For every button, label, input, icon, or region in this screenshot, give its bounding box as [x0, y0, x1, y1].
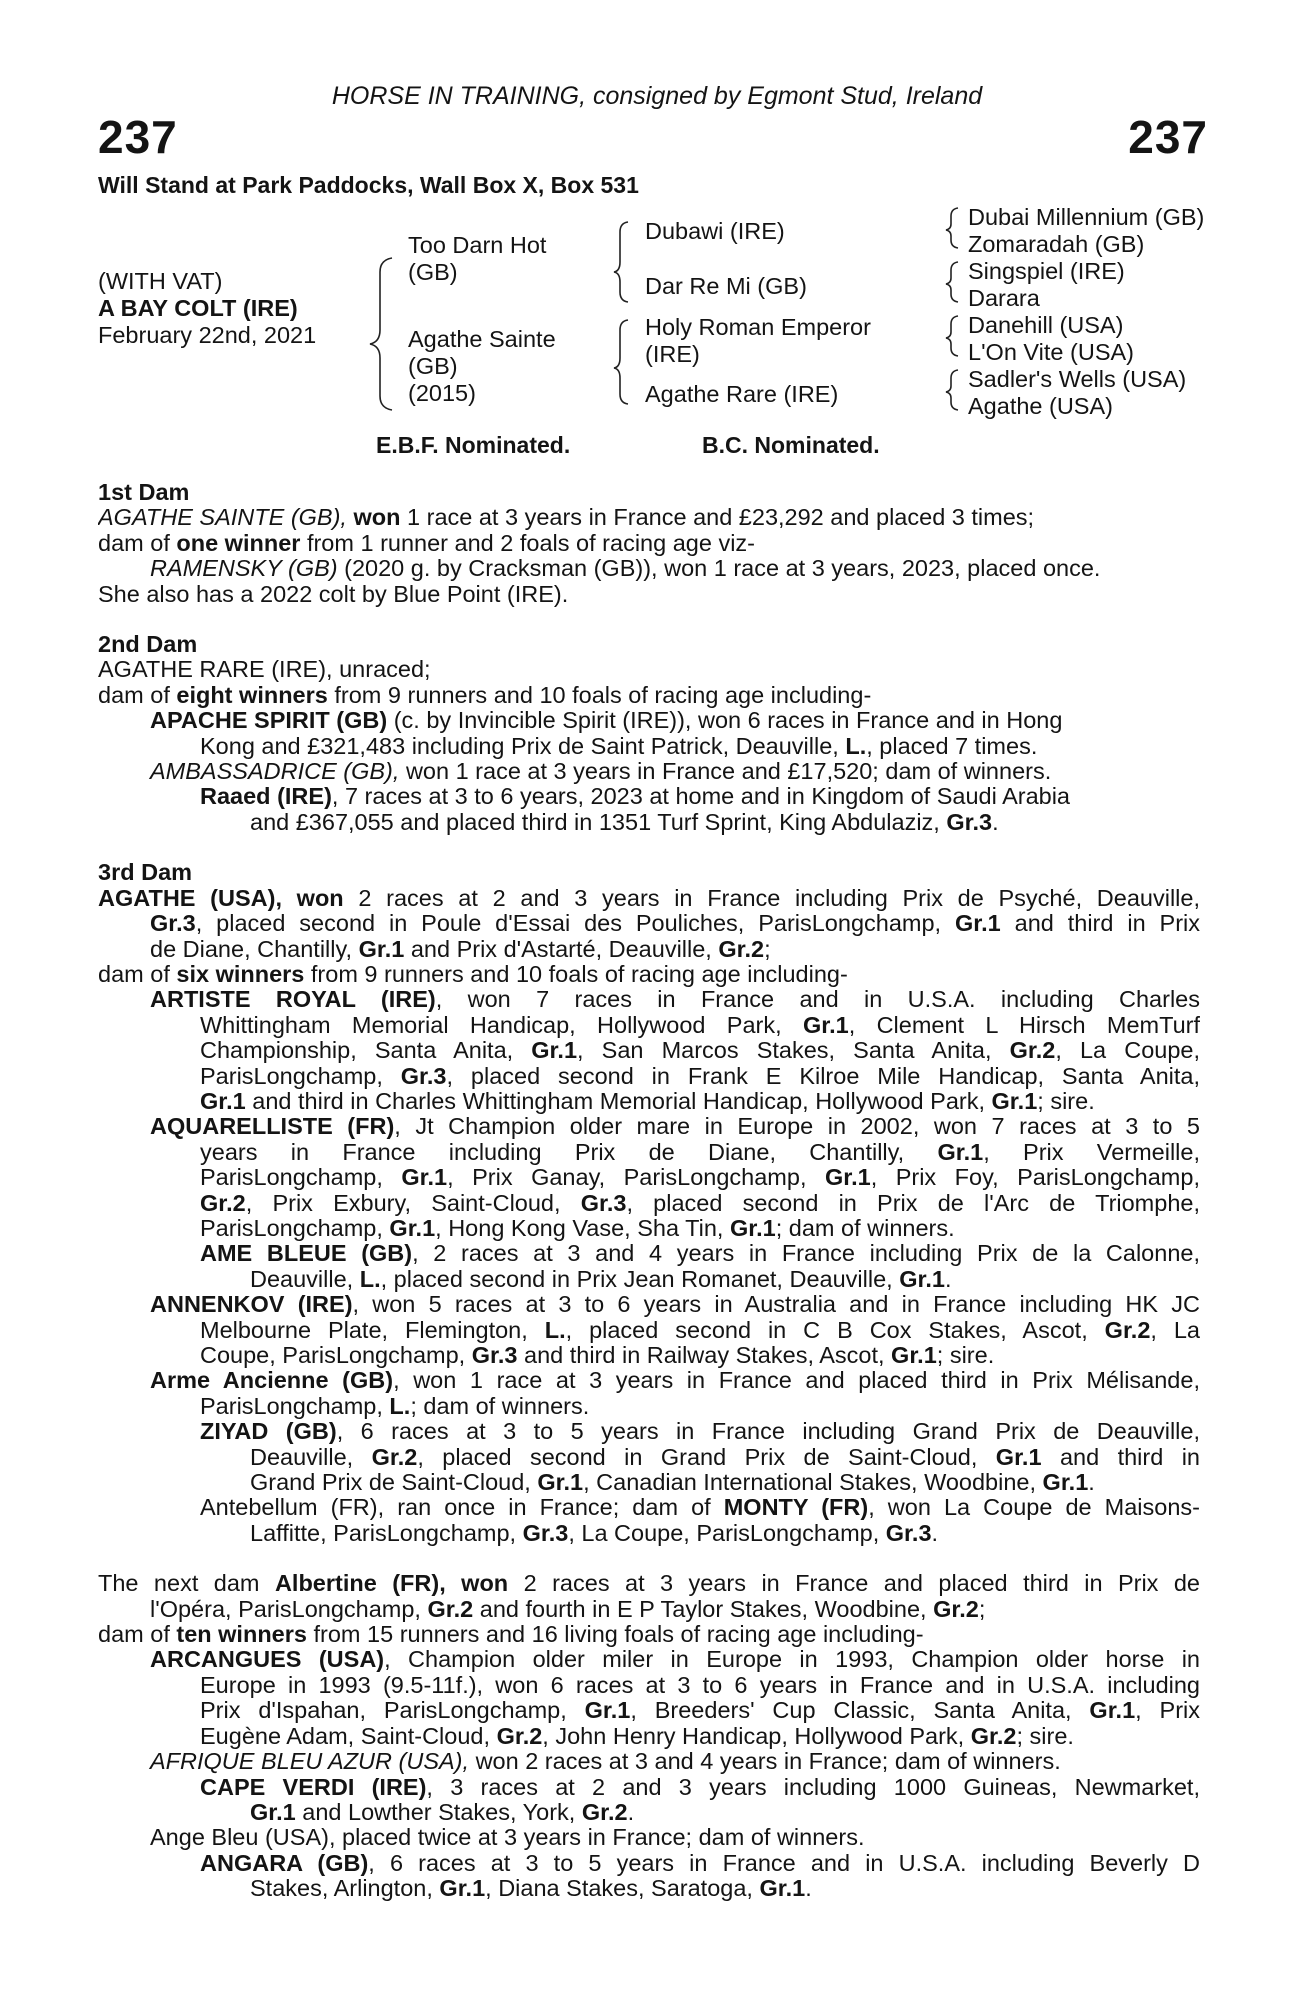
produce-raaed-cont	[98, 810, 1200, 835]
produce-aquarelliste	[98, 1114, 1200, 1139]
pedigree-g8: Agathe (USA)	[968, 393, 1113, 419]
grade-badge: Gr.2	[970, 1723, 1017, 1749]
text: ParisLongchamp,	[200, 1215, 383, 1241]
horse-name-aquarelliste: AQUARELLISTE (FR)	[150, 1114, 395, 1140]
horse-name-arme-ancienne: Arme Ancienne (GB)	[150, 1368, 394, 1394]
grade-badge: Gr.1	[824, 1165, 871, 1191]
pedigree-g5: Danehill (USA)	[968, 312, 1124, 338]
text: , Prix Vermeille,	[983, 1139, 1200, 1165]
stand-location: Will Stand at Park Paddocks, Wall Box X, Box 531	[98, 172, 639, 198]
third-dam-line-2	[98, 911, 1200, 936]
third-dam-produce-summary	[98, 962, 1200, 987]
grade-badge: Gr.1	[1042, 1470, 1089, 1496]
text: , Prix	[1135, 1698, 1200, 1724]
pedigree-g3: Singspiel (IRE)	[968, 258, 1125, 284]
text: (2020 g. by Cracksman (GB)), won 1 race at 3 years, 2023, placed once.	[344, 556, 1101, 582]
grade-badge: Gr.3	[400, 1063, 447, 1089]
produce-annenkov-3	[98, 1343, 1200, 1368]
bracket-g-sire-sire	[946, 208, 958, 248]
produce-ame-bleue-2	[98, 1267, 1200, 1292]
pedigree-sire	[408, 232, 546, 286]
text: from 9 runners and 10 foals of racing age including-	[310, 961, 848, 987]
grade-badge: Gr.2	[371, 1444, 418, 1470]
third-dam-name: AGATHE (USA), won	[98, 885, 344, 911]
pedigree-g2: Zomaradah (GB)	[968, 231, 1145, 257]
grade-badge: Gr.1	[401, 1165, 448, 1191]
text: Stakes, Arlington,	[250, 1876, 433, 1902]
horse-name-ramensky: RAMENSKY (GB)	[150, 556, 338, 582]
grade-badge: Gr.1	[954, 911, 1001, 937]
pedigree-dam	[408, 326, 556, 407]
produce-aquarelliste-2	[98, 1140, 1200, 1165]
text: , Prix Foy, ParisLongchamp,	[870, 1165, 1200, 1191]
text: , placed second in C B Cox Stakes, Ascot,	[565, 1317, 1088, 1343]
next-dam-line-2	[98, 1597, 1200, 1622]
third-dam-line-3	[98, 937, 1200, 962]
grade-badge: Gr.1	[389, 1215, 436, 1241]
dam-name: Agathe Sainte	[408, 326, 556, 352]
bracket-g-dam-sire	[946, 316, 958, 356]
horse-name-ame-bleue: AME BLEUE (GB)	[200, 1241, 413, 1267]
grade-badge: Gr.2	[581, 1799, 628, 1825]
grade-badge: Gr.1	[358, 936, 405, 962]
grade-badge: Gr.1	[200, 1088, 246, 1114]
pedigree-g7: Sadler's Wells (USA)	[968, 366, 1187, 392]
produce-artiste-royal-4	[98, 1064, 1200, 1089]
horse-name-afrique-bleu-azur: AFRIQUE BLEU AZUR (USA),	[150, 1749, 470, 1775]
foaling-date: February 22nd, 2021	[98, 322, 317, 348]
winners-count: six winners	[176, 961, 305, 987]
grade-badge: Gr.3	[150, 911, 196, 937]
produce-arcangues	[98, 1647, 1200, 1672]
text: from 1 runner and 2 foals of racing age viz-	[306, 530, 755, 556]
sire-country: (GB)	[408, 259, 458, 286]
text: ; sire.	[936, 1343, 995, 1368]
pedigree-g4: Darara	[968, 285, 1040, 311]
text: , San Marcos Stakes, Santa Anita,	[577, 1038, 992, 1064]
text: , 3 races at 2 and 3 years including 1000 Guineas, Newmarket,	[426, 1774, 1200, 1800]
text: , won La Coupe de Maisons-	[868, 1495, 1200, 1521]
text: , La Coupe, ParisLongchamp,	[568, 1520, 880, 1546]
text: , 7 races at 3 to 6 years, 2023 at home and in Kingdom of Saudi Arabia	[331, 784, 1070, 810]
text: Prix d'Ispahan, ParisLongchamp,	[200, 1698, 567, 1724]
pedigree-dam-dam: Agathe Rare (IRE)	[645, 381, 839, 407]
produce-ziyad	[98, 1419, 1200, 1444]
text: .	[1088, 1470, 1095, 1496]
text: , Breeders' Cup Classic, Santa Anita,	[630, 1698, 1072, 1724]
produce-antebellum-2	[98, 1521, 1200, 1546]
grade-badge: Gr.2	[1009, 1038, 1056, 1064]
produce-aquarelliste-5	[98, 1216, 1200, 1241]
grade-badge: Gr.2	[933, 1596, 979, 1622]
text: and Prix d'Astarté, Deauville,	[410, 936, 712, 962]
produce-artiste-royal-5	[98, 1089, 1200, 1114]
grade-badge: Gr.1	[759, 1876, 806, 1902]
text: , placed 7 times.	[866, 733, 1038, 759]
text: l'Opéra, ParisLongchamp,	[150, 1596, 421, 1622]
dam-year: (2015)	[408, 380, 476, 407]
produce-ziyad-3	[98, 1470, 1200, 1495]
text: , won 7 races in France and in U.S.A. including Charles	[435, 987, 1200, 1013]
text: , 6 races at 3 to 5 years in France including Grand Prix de Deauville,	[336, 1419, 1200, 1445]
produce-annenkov	[98, 1292, 1200, 1317]
text: ParisLongchamp,	[200, 1393, 383, 1419]
dam-sire-country: (IRE)	[645, 341, 700, 368]
third-dam-title: 3rd Dam	[98, 859, 193, 886]
text: de Diane, Chantilly,	[150, 936, 353, 962]
text: , won 5 races at 3 to 6 years in Australia and in France including HK JC	[352, 1292, 1200, 1318]
grade-badge: L.	[389, 1393, 411, 1419]
grade-badge: Gr.1	[729, 1215, 776, 1241]
text: Championship, Santa Anita,	[200, 1038, 514, 1064]
produce-artiste-royal-2	[98, 1013, 1200, 1038]
grade-badge: Gr.1	[531, 1038, 578, 1064]
bracket-sire	[614, 222, 628, 302]
grade-badge: Gr.1	[584, 1698, 631, 1724]
grade-badge: Gr.3	[471, 1343, 518, 1368]
produce-ambassadrice	[98, 759, 1200, 784]
text: , Prix Ganay, ParisLongchamp,	[447, 1165, 807, 1191]
text: , John Henry Handicap, Hollywood Park,	[542, 1723, 965, 1749]
text: ; dam of winners.	[410, 1393, 590, 1419]
first-dam-name: AGATHE SAINTE (GB),	[98, 505, 347, 531]
first-dam-title: 1st Dam	[98, 479, 190, 505]
text: ; sire.	[1016, 1723, 1074, 1749]
produce-cape-verdi-2	[98, 1800, 1200, 1825]
grade-badge: Gr.1	[537, 1470, 584, 1496]
horse-name-ziyad: ZIYAD (GB)	[200, 1419, 337, 1445]
text: , Canadian International Stakes, Woodbine,	[583, 1470, 1037, 1496]
horse-name-cape-verdi: CAPE VERDI (IRE)	[200, 1774, 427, 1800]
pedigree-sire-dam: Dar Re Mi (GB)	[645, 273, 807, 299]
dam-country: (GB)	[408, 353, 458, 380]
text: Eugène Adam, Saint-Cloud,	[200, 1723, 491, 1749]
produce-ziyad-2	[98, 1445, 1200, 1470]
pedigree-dam-sire	[645, 314, 871, 368]
text: Whittingham Memorial Handicap, Hollywood Park,	[200, 1012, 782, 1038]
catalogue-body	[98, 480, 1200, 1902]
produce-ramensky	[98, 556, 1200, 581]
text: and third in Charles Whittingham Memorial Handicap, Hollywood Park,	[252, 1088, 985, 1114]
produce-antebellum	[98, 1495, 1200, 1520]
first-dam-other-produce: She also has a 2022 colt by Blue Point (IRE).	[98, 581, 569, 607]
next-dam-name: Albertine (FR), won	[274, 1571, 509, 1597]
grade-badge: L.	[544, 1317, 566, 1343]
bc-nomination: B.C. Nominated.	[702, 432, 880, 458]
text: dam of	[98, 1622, 170, 1648]
grade-badge: Gr.3	[580, 1190, 627, 1216]
text: ; dam of winners.	[775, 1215, 955, 1241]
grade-badge: L.	[845, 733, 867, 759]
produce-raaed	[98, 784, 1200, 809]
text: , placed second in Poule d'Essai des Pouliches, ParisLongchamp,	[195, 911, 942, 937]
grade-badge: Gr.1	[899, 1266, 945, 1292]
bracket-dam	[614, 320, 628, 404]
text: Antebellum (FR), ran once in France; dam of	[200, 1495, 711, 1521]
text: years in France including Prix de Diane, Chantilly,	[200, 1139, 905, 1165]
text: Laffitte, ParisLongchamp,	[250, 1520, 517, 1546]
vat-note: (WITH VAT)	[98, 268, 223, 294]
produce-apache-spirit	[98, 708, 1200, 733]
text: and fourth in E P Taylor Stakes, Woodbine,	[479, 1596, 927, 1622]
text: , won 1 race at 3 years in France and placed third in Prix Mélisande,	[393, 1368, 1200, 1394]
text: .	[627, 1799, 635, 1825]
produce-afrique-bleu-azur	[98, 1749, 1200, 1774]
text: .	[805, 1876, 812, 1902]
horse-name-apache-spirit: APACHE SPIRIT (GB)	[150, 708, 388, 734]
text: and Lowther Stakes, York,	[302, 1799, 576, 1825]
text: , La	[1150, 1317, 1200, 1343]
produce-arme-ancienne	[98, 1368, 1200, 1393]
grade-badge: Gr.3	[522, 1520, 569, 1546]
text: Deauville,	[250, 1444, 354, 1470]
produce-aquarelliste-3	[98, 1165, 1200, 1190]
grade-badge: L.	[359, 1266, 381, 1292]
grade-badge: Gr.2	[496, 1723, 543, 1749]
pedigree-sire-sire: Dubawi (IRE)	[645, 218, 785, 244]
dam-sire-name: Holy Roman Emperor	[645, 314, 871, 340]
produce-angara-2	[98, 1876, 1200, 1901]
text: ;	[764, 936, 771, 962]
horse-name-raaed: Raaed (IRE)	[200, 784, 332, 810]
winners-count: ten winners	[176, 1622, 307, 1648]
pedigree-g1: Dubai Millennium (GB)	[968, 204, 1205, 230]
grade-badge: Gr.2	[427, 1596, 474, 1622]
text: ;	[978, 1596, 986, 1622]
text: (c. by Invincible Spirit (IRE)), won 6 races in France and in Hong	[393, 708, 1063, 734]
grade-badge: Gr.1	[991, 1088, 1038, 1114]
produce-arcangues-4	[98, 1724, 1200, 1749]
grade-badge: Gr.1	[802, 1012, 849, 1038]
grade-badge: Gr.1	[891, 1343, 937, 1368]
consignment-header: HORSE IN TRAINING, consigned by Egmont Stud, Ireland	[331, 82, 983, 110]
produce-ange-bleu: Ange Bleu (USA), placed twice at 3 years in France; dam of winners.	[150, 1825, 865, 1851]
next-dam-produce-summary	[98, 1622, 1200, 1647]
horse-name-arcangues: ARCANGUES (USA)	[150, 1647, 385, 1673]
second-dam-line: AGATHE RARE (IRE), unraced;	[98, 657, 431, 683]
lot-number-left: 237	[98, 111, 178, 163]
horse-name-angara: ANGARA (GB)	[200, 1850, 369, 1876]
grade-badge: Gr.3	[885, 1520, 932, 1546]
horse-name-monty: MONTY (FR)	[723, 1495, 869, 1521]
third-dam-line	[98, 886, 1200, 911]
horse-name-ambassadrice: AMBASSADRICE (GB),	[150, 759, 400, 785]
produce-artiste-royal-3	[98, 1038, 1200, 1063]
produce-artiste-royal	[98, 987, 1200, 1012]
grade-badge: Gr.2	[718, 936, 765, 962]
bracket-g-sire-dam	[946, 262, 958, 302]
text: , placed second in Frank E Kilroe Mile Handicap, Santa Anita,	[446, 1063, 1200, 1089]
text: dam of	[98, 682, 170, 708]
produce-angara	[98, 1851, 1200, 1876]
text: , Hong Kong Vase, Sha Tin,	[435, 1215, 724, 1241]
text: dam of	[98, 961, 170, 987]
text: , Diana Stakes, Saratoga,	[485, 1876, 753, 1902]
text: dam of	[98, 530, 170, 556]
second-dam-title: 2nd Dam	[98, 631, 198, 658]
text: Coupe, ParisLongchamp,	[200, 1343, 466, 1368]
text: and £367,055 and placed third in 1351 Turf Sprint, King Abdulaziz,	[250, 809, 940, 835]
text: ; sire.	[1037, 1088, 1095, 1114]
produce-ame-bleue	[98, 1241, 1200, 1266]
grade-badge: Gr.3	[946, 809, 993, 835]
grade-badge: Gr.2	[200, 1190, 246, 1216]
text: , Prix Exbury, Saint-Cloud,	[245, 1190, 561, 1216]
ebf-nomination: E.B.F. Nominated.	[376, 432, 571, 458]
horse-name: A BAY COLT (IRE)	[98, 295, 298, 321]
text: Melbourne Plate, Flemington,	[200, 1317, 528, 1343]
text: , Champion older miler in Europe in 1993, Champion older horse in	[384, 1647, 1200, 1673]
grade-badge: Gr.1	[937, 1139, 984, 1165]
text: from 9 runners and 10 foals of racing age including-	[334, 682, 872, 708]
text: ParisLongchamp,	[200, 1165, 383, 1191]
second-dam-produce-summary	[98, 683, 1200, 708]
text: .	[931, 1520, 939, 1546]
text: Grand Prix de Saint-Cloud,	[250, 1470, 531, 1496]
text: 2 races at 3 years in France and placed third in Prix de	[523, 1571, 1200, 1597]
bracket-main	[370, 258, 392, 410]
text: Deauville,	[250, 1266, 354, 1292]
first-dam-record: 1 race at 3 years in France and £23,292 and placed 3 times;	[407, 505, 1035, 531]
horse-name-artiste-royal: ARTISTE ROYAL (IRE)	[150, 987, 436, 1013]
text: , 2 races at 3 and 4 years in France including Prix de la Calonne,	[412, 1241, 1200, 1267]
text: , placed second in Prix de l'Arc de Triomphe,	[626, 1190, 1200, 1216]
winners-count: eight winners	[176, 682, 328, 708]
text: 2 races at 2 and 3 years in France including Prix de Psyché, Deauville,	[358, 885, 1200, 911]
bracket-g-dam-dam	[946, 370, 958, 410]
produce-arme-ancienne-2	[98, 1394, 1200, 1419]
lot-number-right: 237	[1128, 111, 1208, 163]
horse-name-annenkov: ANNENKOV (IRE)	[150, 1292, 353, 1318]
produce-aquarelliste-4	[98, 1191, 1200, 1216]
text: , 6 races at 3 to 5 years in France and in U.S.A. including Beverly D	[368, 1850, 1200, 1876]
text: from 15 runners and 16 living foals of racing age including-	[313, 1622, 924, 1648]
grade-badge: Gr.1	[439, 1876, 486, 1902]
first-dam-line	[98, 505, 1200, 530]
produce-cape-verdi	[98, 1775, 1200, 1800]
grade-badge: Gr.1	[1089, 1698, 1136, 1724]
grade-badge: Gr.2	[1104, 1317, 1151, 1343]
winners-count: one winner	[176, 530, 301, 556]
text: .	[992, 809, 999, 835]
text: , Jt Champion older mare in Europe in 2002, won 7 races at 3 to 5	[394, 1114, 1200, 1140]
produce-arcangues-3	[98, 1698, 1200, 1723]
text: and third in	[1059, 1444, 1200, 1470]
produce-arcangues-2: Europe in 1993 (9.5-11f.), won 6 races at 3 to 6 years in France and in U.S.A. including	[200, 1672, 1200, 1698]
produce-annenkov-2	[98, 1318, 1200, 1343]
text: and third in Prix	[1014, 911, 1200, 937]
text: , Clement L Hirsch MemTurf	[848, 1012, 1200, 1038]
text: , placed second in Grand Prix de Saint-Cloud,	[417, 1444, 978, 1470]
text: ParisLongchamp,	[200, 1063, 383, 1089]
text: won 2 races at 3 and 4 years in France; dam of winners.	[475, 1749, 1061, 1775]
text: , placed second in Prix Jean Romanet, Deauville,	[380, 1266, 893, 1292]
text: The next dam	[98, 1571, 260, 1597]
pedigree-g6: L'On Vite (USA)	[968, 339, 1135, 365]
sire-name: Too Darn Hot	[408, 232, 547, 258]
text: , La Coupe,	[1055, 1038, 1200, 1064]
text: won 1 race at 3 years in France and £17,520; dam of winners.	[405, 759, 1052, 785]
won-label: won	[353, 505, 401, 531]
grade-badge: Gr.1	[995, 1444, 1042, 1470]
text: .	[944, 1266, 952, 1292]
text: and third in Railway Stakes, Ascot,	[524, 1343, 885, 1368]
grade-badge: Gr.1	[250, 1799, 296, 1825]
produce-apache-spirit-cont	[98, 734, 1200, 759]
text: Kong and £321,483 including Prix de Saint Patrick, Deauville,	[200, 733, 839, 759]
first-dam-produce-summary	[98, 531, 1200, 556]
next-dam-line	[98, 1571, 1200, 1596]
